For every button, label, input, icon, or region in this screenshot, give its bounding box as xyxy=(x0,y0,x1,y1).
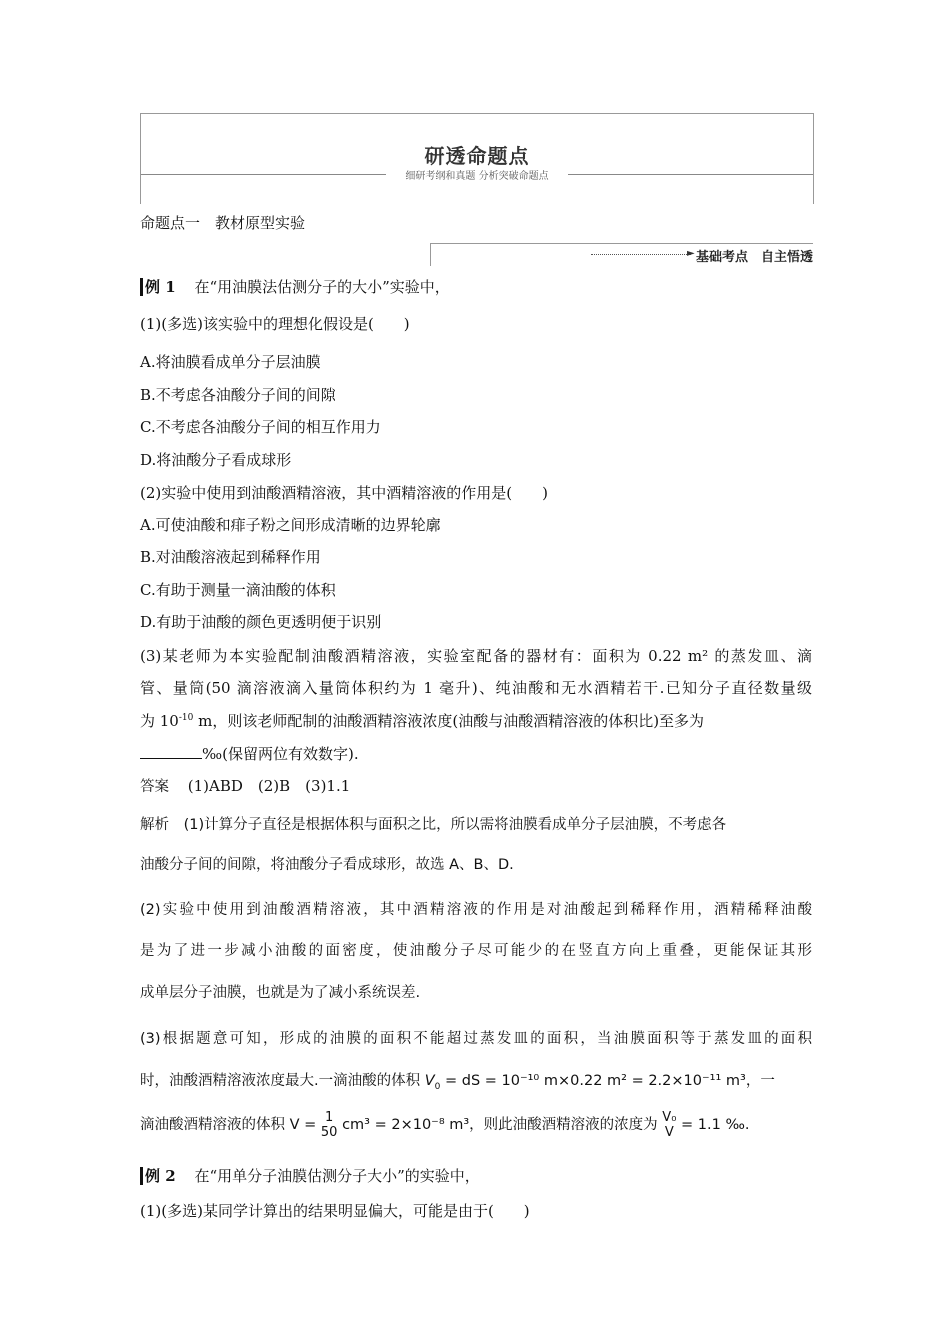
analysis-3-line3 xyxy=(140,1110,750,1140)
fraction-denominator: 50 xyxy=(320,1125,338,1140)
banner-subtitle: 细研考纲和真题 分析突破命题点 xyxy=(405,171,549,182)
fraction-numerator: 1 xyxy=(325,1110,334,1125)
answer-line xyxy=(140,775,350,796)
q3-line3-exponent: -10 xyxy=(178,713,194,723)
analysis-2-line3: 成单层分子油膜，也就是为了减小系统误差. xyxy=(140,985,421,1001)
analysis-3-line2-pre: 时，油酸酒精溶液浓度最大.一滴油酸的体积 xyxy=(140,1073,425,1089)
q1-option-c: C.不考虑各油酸分子间的相互作用力 xyxy=(140,418,381,436)
example2-stem-line xyxy=(140,1165,480,1186)
q3-line4-text: ‰(保留两位有效数字). xyxy=(202,745,359,763)
analysis-3-line2 xyxy=(140,1069,775,1092)
analysis-line1 xyxy=(140,813,726,834)
q3-line3-end: m，则该老师配制的油酸酒精溶液浓度(油酸与油酸酒精溶液的体积比)至多为 xyxy=(193,712,705,730)
q1-option-b: B.不考虑各油酸分子间的间隙 xyxy=(140,386,336,404)
banner-title: 研透命题点 xyxy=(424,144,530,168)
fraction-v0-over-v xyxy=(662,1110,676,1140)
q1-option-a: A.将油膜看成单分子层油膜 xyxy=(140,353,321,371)
q3-line3-start: 为 10 xyxy=(140,712,179,730)
example1-stem: 在“用油膜法估测分子的大小”实验中， xyxy=(194,278,450,296)
arrow-right-icon: ► xyxy=(687,248,695,259)
example2-stem: 在“用单分子油膜估测分子大小”的实验中， xyxy=(194,1167,480,1185)
section-tag: 基础考点 自主悟透 xyxy=(695,250,813,265)
example1-q3-line2: 管、量筒(50 滴溶液滴入量筒体积约为 1 毫升)、纯油酸和无水酒精若干.已知分子直径数量级 xyxy=(140,679,812,697)
section-title: 命题点一 教材原型实验 xyxy=(140,214,306,232)
analysis-1-line2: 油酸分子间的间隙，将油酸分子看成球形，故选 A、B、D. xyxy=(140,857,514,873)
analysis-3-line3-end: = 1.1 ‰. xyxy=(681,1117,750,1133)
analysis-2-line2: 是为了进一步减小油酸的面密度，使油酸分子尽可能少的在竖直方向上重叠，更能保证其形 xyxy=(140,943,812,959)
analysis-1-line1: (1)计算分子直径是根据体积与面积之比，所以需将油膜看成单分子层油膜，不考虑各 xyxy=(183,817,727,833)
example1-q3-line3 xyxy=(140,710,704,731)
example1-q1: (1)(多选)该实验中的理想化假设是( ) xyxy=(140,315,410,333)
analysis-2-line1: (2)实验中使用到油酸酒精溶液，其中酒精溶液的作用是对油酸起到稀释作用，酒精稀释油酸 xyxy=(140,902,812,918)
q1-option-d: D.将油酸分子看成球形 xyxy=(140,451,292,469)
section-banner xyxy=(140,113,814,204)
v0-subscript: 0 xyxy=(434,1081,441,1092)
fraction-one-fiftieth xyxy=(321,1110,338,1140)
q2-option-d: D.有助于油酸的颜色更透明便于识别 xyxy=(140,613,382,631)
answer-blank xyxy=(140,744,202,759)
answer-text: (1)ABD (2)B (3)1.1 xyxy=(187,777,351,795)
example2-label: 例 2 xyxy=(140,1167,176,1185)
example1-label: 例 1 xyxy=(140,278,176,296)
analysis-3-formula: = dS = 10⁻¹⁰ m×0.22 m² = 2.2×10⁻¹¹ m³，一 xyxy=(444,1073,775,1089)
section-tag-bar xyxy=(430,243,813,266)
example1-q2: (2)实验中使用到油酸酒精溶液，其中酒精溶液的作用是( ) xyxy=(140,484,548,502)
tag-dotted-line xyxy=(591,254,691,255)
example2-q1: (1)(多选)某同学计算出的结果明显偏大，可能是由于( ) xyxy=(140,1202,530,1220)
q2-option-a: A.可使油酸和痱子粉之间形成清晰的边界轮廓 xyxy=(140,516,441,534)
answer-label: 答案 xyxy=(140,779,169,795)
analysis-label: 解析 xyxy=(140,817,169,833)
example1-stem-line xyxy=(140,276,450,297)
v0-symbol: V xyxy=(424,1073,435,1089)
analysis-3-line3-pre: 滴油酸酒精溶液的体积 V = xyxy=(140,1117,321,1133)
fraction2-numerator: V₀ xyxy=(662,1110,677,1125)
banner-rule-right xyxy=(568,174,813,175)
example1-q3-line1: (3)某老师为本实验配制油酸酒精溶液，实验室配备的器材有：面积为 0.22 m² 的蒸发皿、滴 xyxy=(140,647,812,665)
q2-option-b: B.对油酸溶液起到稀释作用 xyxy=(140,548,321,566)
example1-q3-line4 xyxy=(140,743,359,764)
q2-option-c: C.有助于测量一滴油酸的体积 xyxy=(140,581,336,599)
analysis-3-line1: (3)根据题意可知，形成的油膜的面积不能超过蒸发皿的面积，当油膜面积等于蒸发皿的面积 xyxy=(140,1031,812,1047)
fraction2-denominator: V xyxy=(664,1125,674,1140)
analysis-3-line3-mid: cm³ = 2×10⁻⁸ m³，则此油酸酒精溶液的浓度为 xyxy=(342,1117,658,1133)
